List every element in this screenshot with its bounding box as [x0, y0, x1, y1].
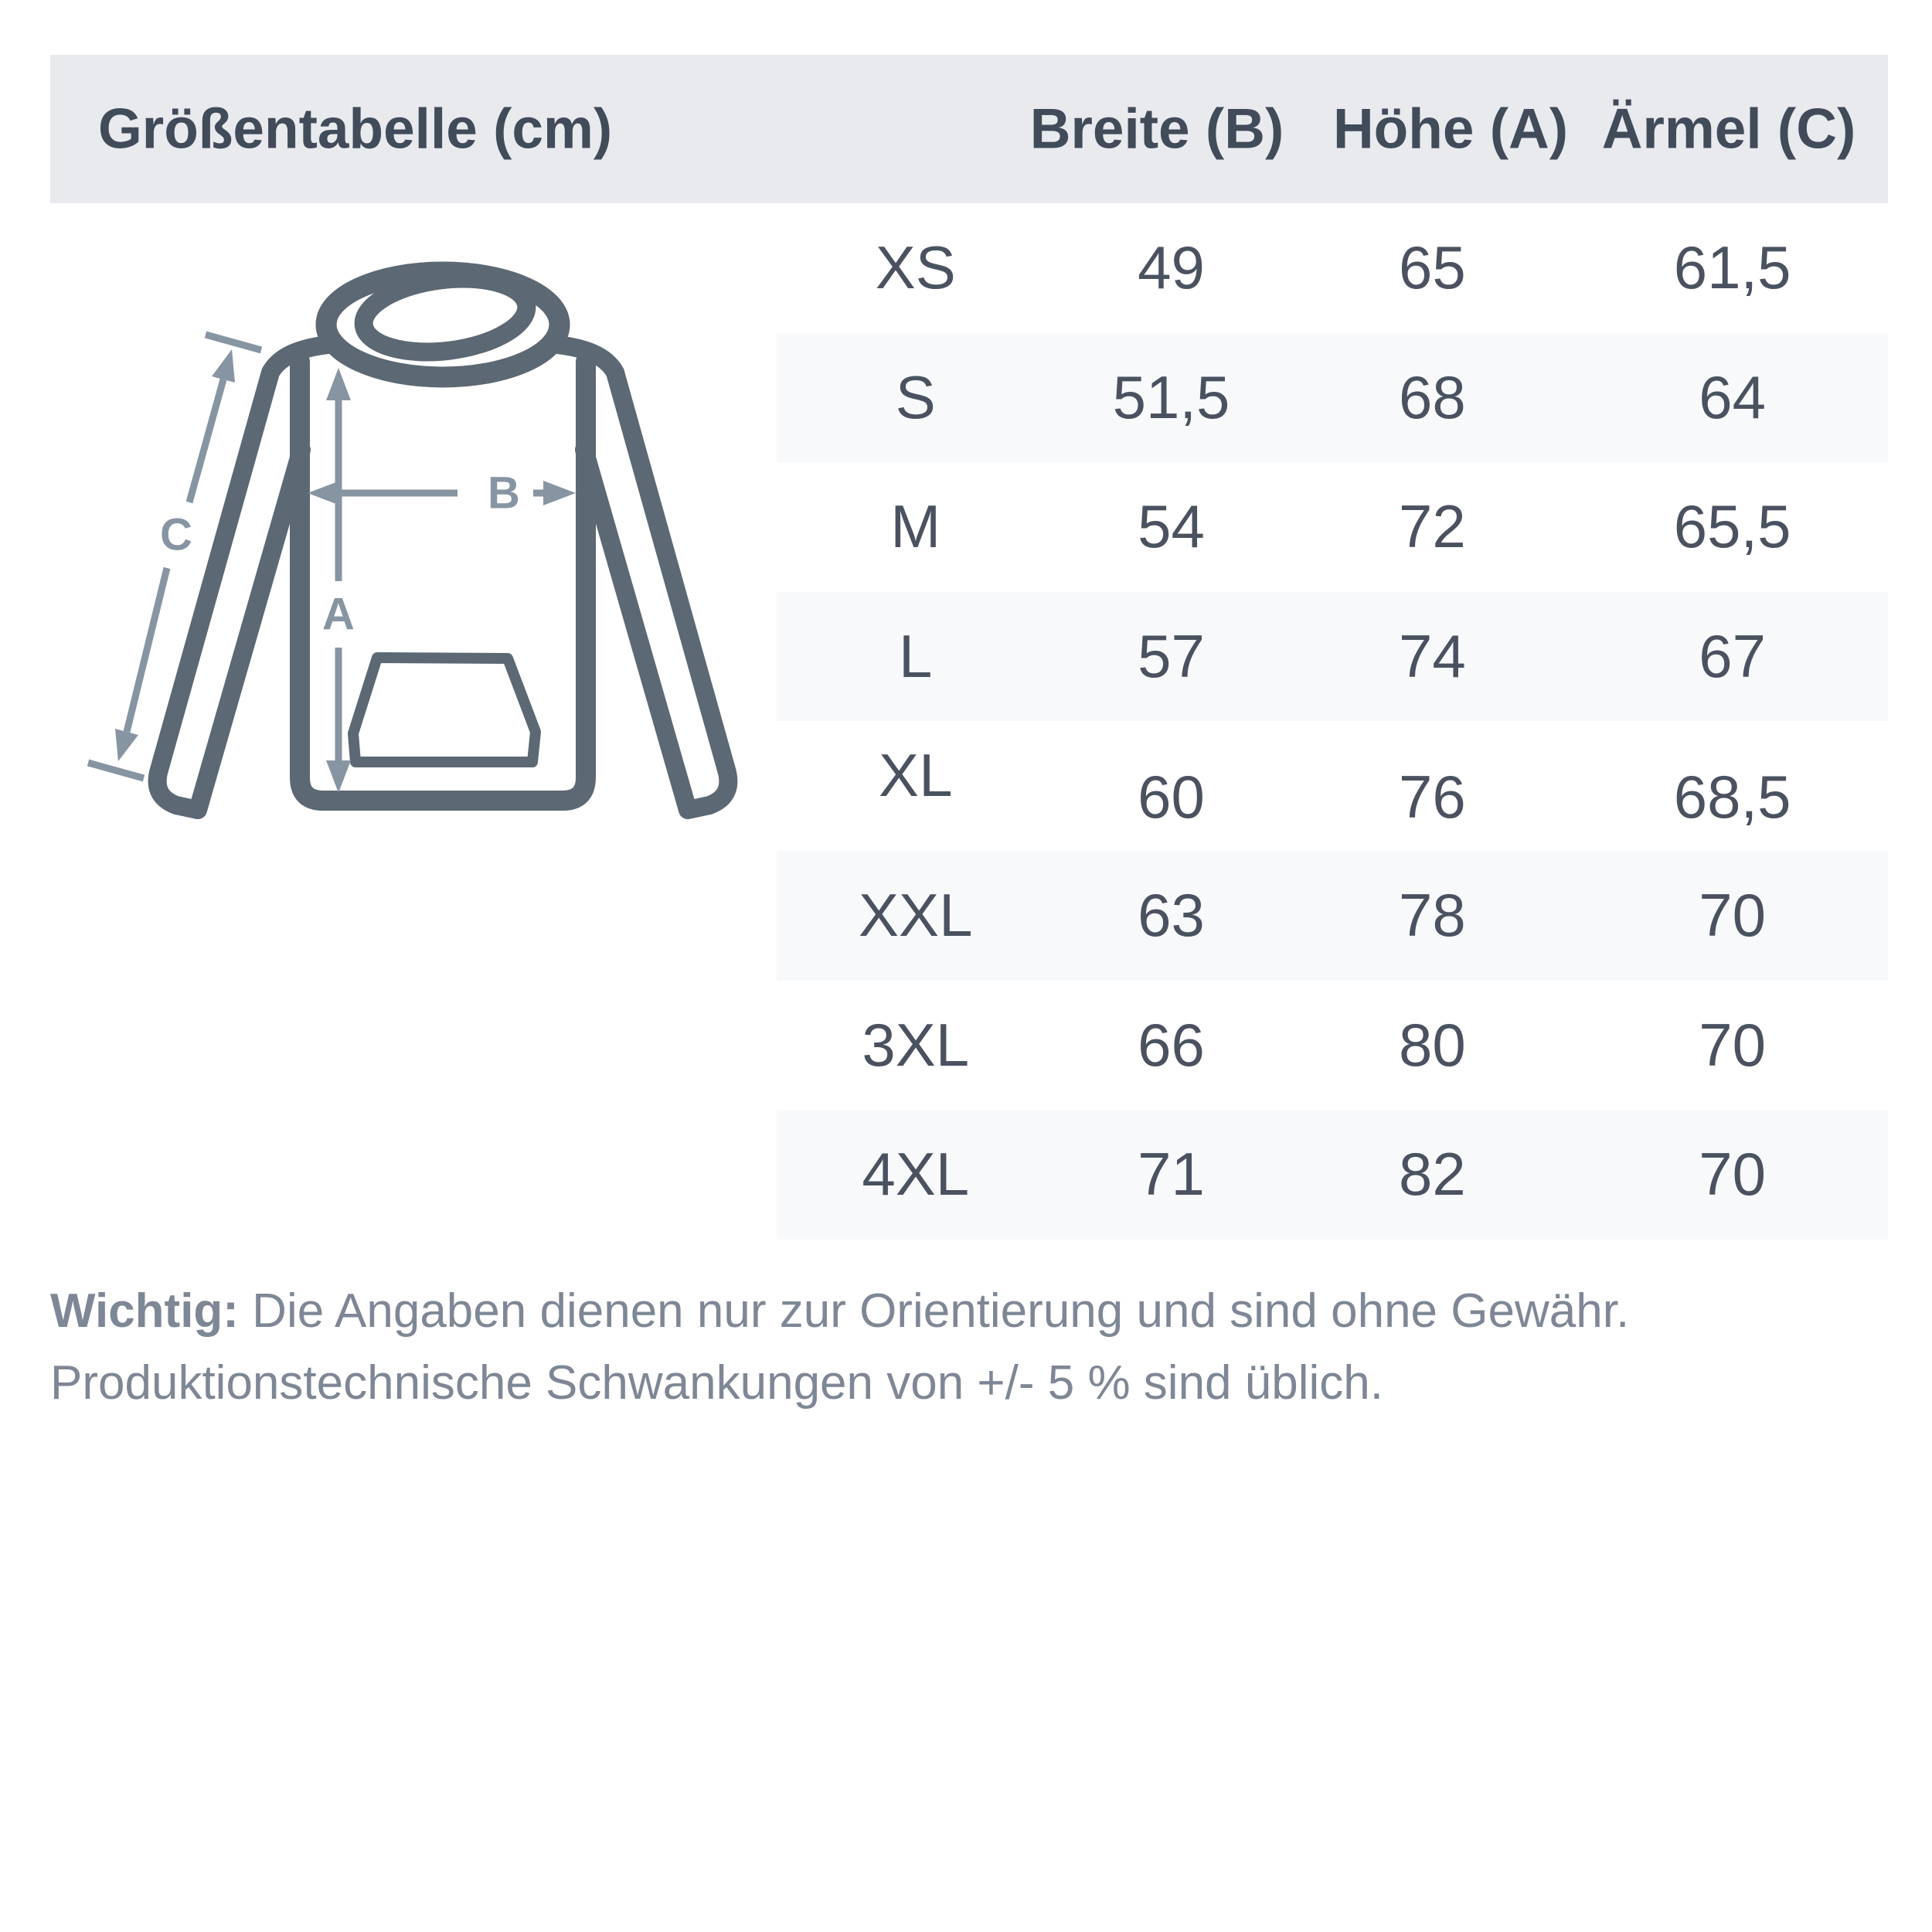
- hoehe-cell: 78: [1399, 881, 1466, 950]
- size-table: [777, 203, 1888, 1240]
- disclaimer-line1: Die Angaben dienen nur zur Orientierung und sind ohne Gewähr.: [238, 1284, 1630, 1338]
- column-header-breite: Breite (B): [1029, 97, 1284, 161]
- table-row: [777, 981, 1888, 1111]
- table-row: [777, 721, 1888, 851]
- hoehe-cell: 76: [1399, 762, 1466, 831]
- hoehe-cell: 72: [1399, 492, 1466, 561]
- size-cell: S: [895, 362, 936, 431]
- breite-cell: 54: [1138, 492, 1205, 561]
- aermel-cell: 65,5: [1673, 492, 1791, 561]
- table-row: [777, 851, 1888, 981]
- aermel-cell: 61,5: [1673, 233, 1791, 302]
- hoodie-measurement-diagram: [46, 216, 773, 896]
- size-cell: XXL: [859, 881, 973, 950]
- height-arrow-a: [326, 368, 351, 793]
- breite-cell: 49: [1138, 233, 1205, 302]
- hoehe-cell: 68: [1399, 362, 1466, 431]
- table-row: [777, 1110, 1888, 1240]
- size-cell: XS: [875, 233, 956, 302]
- breite-cell: 51,5: [1112, 362, 1230, 431]
- size-cell: 4XL: [862, 1140, 970, 1209]
- hoehe-cell: 82: [1399, 1140, 1466, 1209]
- disclaimer-bold: Wichtig:: [50, 1284, 239, 1338]
- disclaimer-line2: Produktionstechnische Schwankungen von +/- 5 % sind üblich.: [50, 1356, 1383, 1410]
- table-row: [777, 462, 1888, 592]
- table-row: [777, 333, 1888, 463]
- breite-cell: 66: [1138, 1010, 1205, 1079]
- page-title: Größentabelle (cm): [98, 97, 613, 161]
- hoodie-body-outline: [300, 362, 586, 801]
- breite-cell: 63: [1138, 881, 1205, 950]
- column-header-hoehe: Höhe (A): [1332, 97, 1569, 161]
- aermel-cell: 70: [1699, 1010, 1767, 1079]
- disclaimer-note: [50, 1275, 1889, 1419]
- breite-cell: 71: [1138, 1140, 1205, 1209]
- breite-cell: 57: [1138, 622, 1205, 691]
- size-cell: L: [899, 622, 933, 691]
- table-row: [777, 592, 1888, 722]
- size-cell: 3XL: [862, 1010, 970, 1079]
- aermel-cell: 70: [1699, 881, 1767, 950]
- hoehe-cell: 80: [1399, 1010, 1466, 1079]
- aermel-cell: 67: [1699, 622, 1767, 691]
- breite-cell: 60: [1138, 762, 1205, 831]
- column-header-aermel: Ärmel (C): [1601, 97, 1856, 161]
- table-row: [777, 203, 1888, 333]
- size-chart-header: [50, 55, 1888, 203]
- hoodie-pocket-outline: [353, 658, 536, 762]
- aermel-cell: 64: [1699, 362, 1767, 431]
- aermel-cell: 70: [1699, 1140, 1767, 1209]
- width-arrow-b: [308, 481, 576, 505]
- aermel-cell: 68,5: [1673, 762, 1791, 831]
- dimension-label-a: A: [322, 589, 355, 640]
- dimension-label-b: B: [488, 468, 520, 519]
- size-cell: M: [890, 492, 941, 561]
- dimension-label-c: C: [160, 509, 192, 560]
- hoehe-cell: 65: [1399, 233, 1466, 302]
- hoehe-cell: 74: [1399, 622, 1466, 691]
- size-cell: XL: [879, 740, 953, 809]
